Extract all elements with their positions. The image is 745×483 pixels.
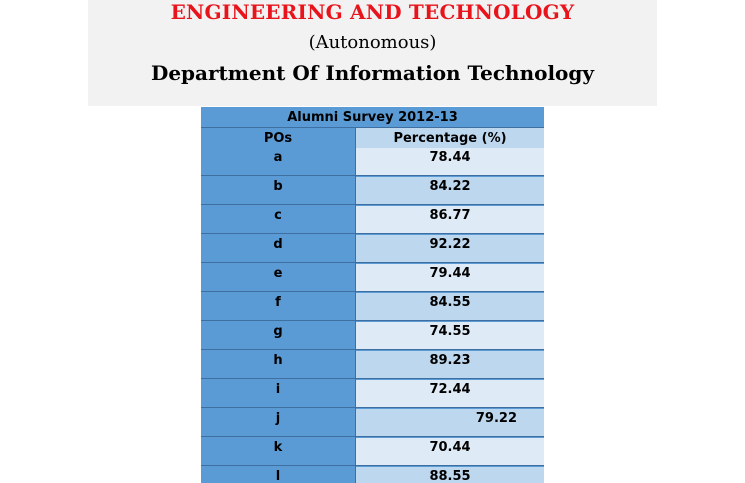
percentage-cell: 79.22 [356,409,544,437]
percentage-cell: 74.55 [356,322,544,350]
table-row [201,438,544,466]
percentage-cell: 88.55 [356,467,544,483]
table-row [201,467,544,483]
table-row [201,293,544,321]
po-cell: d [201,235,355,263]
po-cell: a [201,148,355,176]
table-row [201,380,544,408]
table-row [201,264,544,292]
po-cell: b [201,177,355,205]
alumni-survey-table [201,107,544,483]
percentage-cell: 70.44 [356,438,544,466]
autonomous-label: (Autonomous) [308,32,437,53]
percentage-cell: 86.77 [356,206,544,234]
po-cell: c [201,206,355,234]
column-header-pos: POs [201,128,355,148]
percentage-cell: 89.23 [356,351,544,379]
percentage-cell: 92.22 [356,235,544,263]
percentage-cell: 78.44 [356,148,544,176]
table-row [201,177,544,205]
table-title: Alumni Survey 2012-13 [201,107,544,128]
po-cell: f [201,293,355,321]
percentage-cell: 72.44 [356,380,544,408]
table-row [201,351,544,379]
percentage-cell: 79.44 [356,264,544,292]
po-cell: i [201,380,355,408]
po-cell: l [201,467,355,483]
table-row [201,235,544,263]
table-row [201,206,544,234]
po-cell: h [201,351,355,379]
po-cell: j [201,409,355,437]
institution-name: ENGINEERING AND TECHNOLOGY [170,0,575,24]
column-divider [355,128,356,483]
po-cell: g [201,322,355,350]
table-row [201,322,544,350]
table-row [201,409,544,437]
document-header [88,0,657,106]
department-title: Department Of Information Technology [150,61,595,85]
percentage-cell: 84.55 [356,293,544,321]
po-cell: e [201,264,355,292]
po-cell: k [201,438,355,466]
percentage-cell: 84.22 [356,177,544,205]
table-row [201,148,544,176]
column-header-percentage: Percentage (%) [356,128,544,148]
